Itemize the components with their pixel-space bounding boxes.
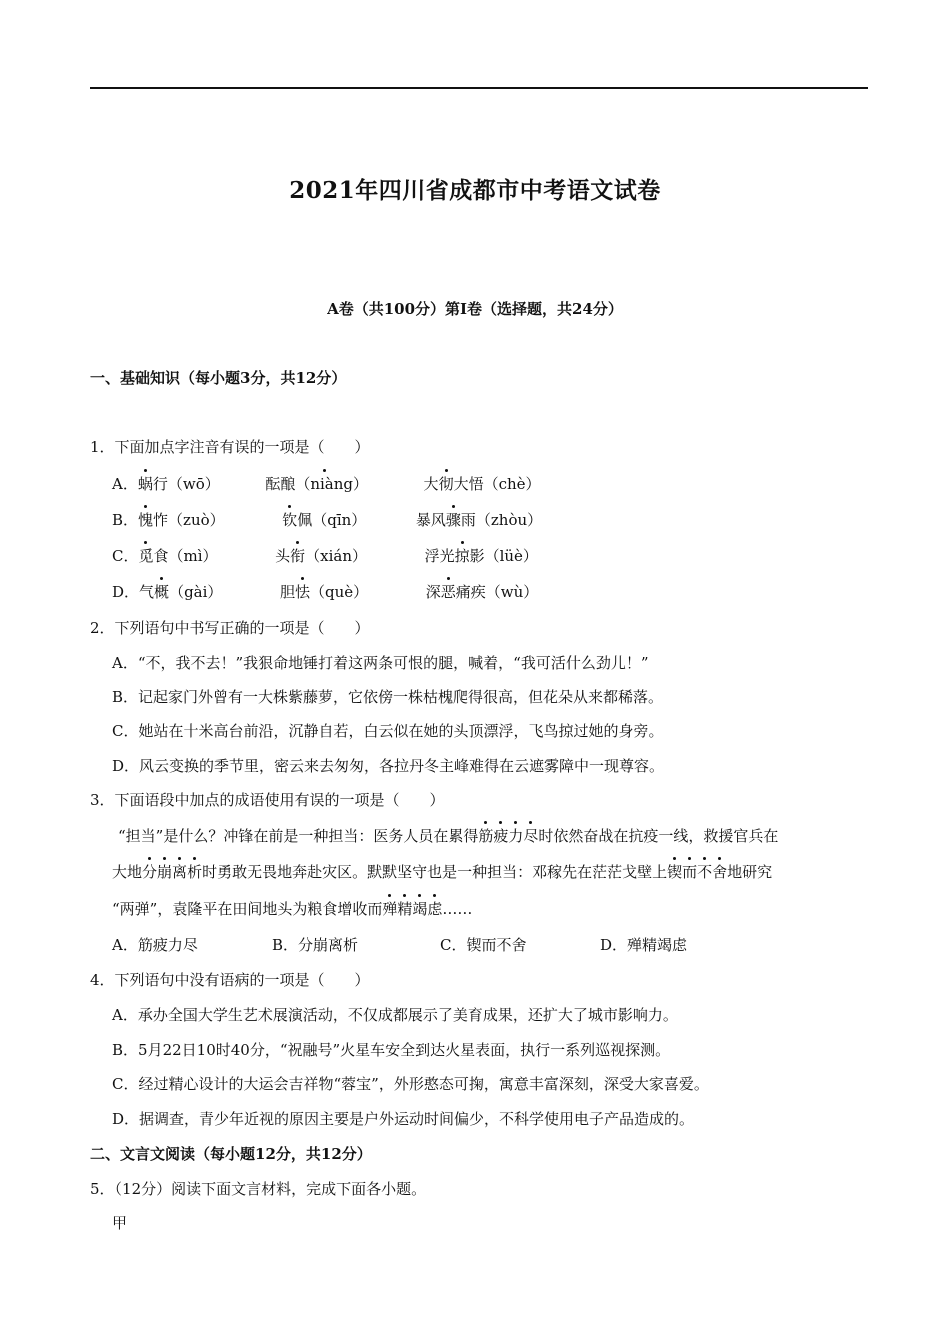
question-2-stem: 2．下列语句中书写正确的一项是（ ）: [90, 619, 370, 637]
page-title: 2021年四川省成都市中考语文试卷: [289, 177, 661, 204]
header-rule: [90, 87, 868, 89]
question-2-option-b: B．记起家门外曾有一大株紫藤萝，它依傍一株枯槐爬得很高，但花朵从来都稀落。: [112, 688, 664, 706]
question-4-stem: 4．下列语句中没有语病的一项是（ ）: [90, 971, 370, 989]
question-4-option-c: C．经过精心设计的大运会吉祥物“蓉宝”，外形憨态可掬，寓意丰富深刻，深受大家喜爱。: [112, 1075, 709, 1093]
question-2-option-d: D．风云变换的季节里，密云来去匆匆，各拉丹冬主峰难得在云遮雾障中一现尊容。: [112, 757, 665, 775]
passage-label-jia: 甲: [112, 1214, 128, 1232]
question-2-option-c: C．她站在十米高台前沿，沉静自若，白云似在她的头顶漂浮，飞鸟掠过她的身旁。: [112, 722, 664, 740]
question-3-option-c: C．锲而不舍: [440, 936, 527, 954]
question-4-option-a: A．承办全国大学生艺术展演活动，不仅成都展示了美育成果，还扩大了城市影响力。: [112, 1006, 678, 1024]
question-3-passage-line-1: “担当”是什么？冲锋在前是一种担当：医务人员在累得筋疲力尽时依然奋战在抗疫一线，救援官兵在: [118, 827, 779, 845]
question-4-option-d: D．据调查，青少年近视的原因主要是户外运动时间偏少，不科学使用电子产品造成的。: [112, 1110, 695, 1128]
question-1-option-d: D．气概（gài） 胆怯（què） 深恶痛疾（wù）: [112, 583, 539, 601]
question-3-option-d: D．殚精竭虑: [600, 936, 688, 954]
question-1-option-a: A．蜗行（wō） 酝酿（niàng） 大彻大悟（chè）: [112, 475, 541, 493]
question-3-option-a: A．筋疲力尽: [112, 936, 198, 954]
question-1-stem: 1．下面加点字注音有误的一项是（ ）: [90, 438, 370, 456]
paper-subtitle: A卷（共100分）第Ⅰ卷（选择题，共24分）: [327, 300, 623, 318]
question-5-stem: 5．（12分）阅读下面文言材料，完成下面各小题。: [90, 1180, 427, 1198]
section-heading-classical: 二、文言文阅读（每小题12分，共12分）: [90, 1145, 372, 1163]
dotted-idiom-4: 殚精竭虑: [382, 900, 443, 918]
question-3-passage-line-2: 大地分崩离析时勇敢无畏地奔赴灾区。默默坚守也是一种担当：邓稼先在茫茫戈壁上锲而不舍地研究: [112, 863, 773, 881]
question-3-stem: 3．下面语段中加点的成语使用有误的一项是（ ）: [90, 791, 445, 809]
dotted-idiom-1: 筋疲力尽: [478, 827, 539, 845]
section-heading-basics: 一、基础知识（每小题3分，共12分）: [90, 369, 347, 387]
question-4-option-b: B．5月22日10时40分，“祝融号”火星车安全到达火星表面，执行一系列巡视探测。: [112, 1041, 671, 1059]
dotted-idiom-2: 分崩离析: [142, 863, 203, 881]
question-1-option-c: C．觅食（mì） 头衔（xián） 浮光掠影（lüè）: [112, 547, 538, 565]
question-1-option-b: B．愧怍（zuò） 钦佩（qīn） 暴风骤雨（zhòu）: [112, 511, 543, 529]
question-3-options: [112, 934, 687, 955]
question-3-option-b: B．分崩离析: [272, 936, 359, 954]
question-3-passage-line-3: “两弹”，袁隆平在田间地头为粮食增收而殚精竭虑……: [112, 900, 473, 918]
dotted-idiom-3: 锲而不舍: [667, 863, 728, 881]
question-2-option-a: A．“不，我不去！”我狠命地锤打着这两条可恨的腿，喊着，“我可活什么劲儿！”: [112, 654, 649, 672]
